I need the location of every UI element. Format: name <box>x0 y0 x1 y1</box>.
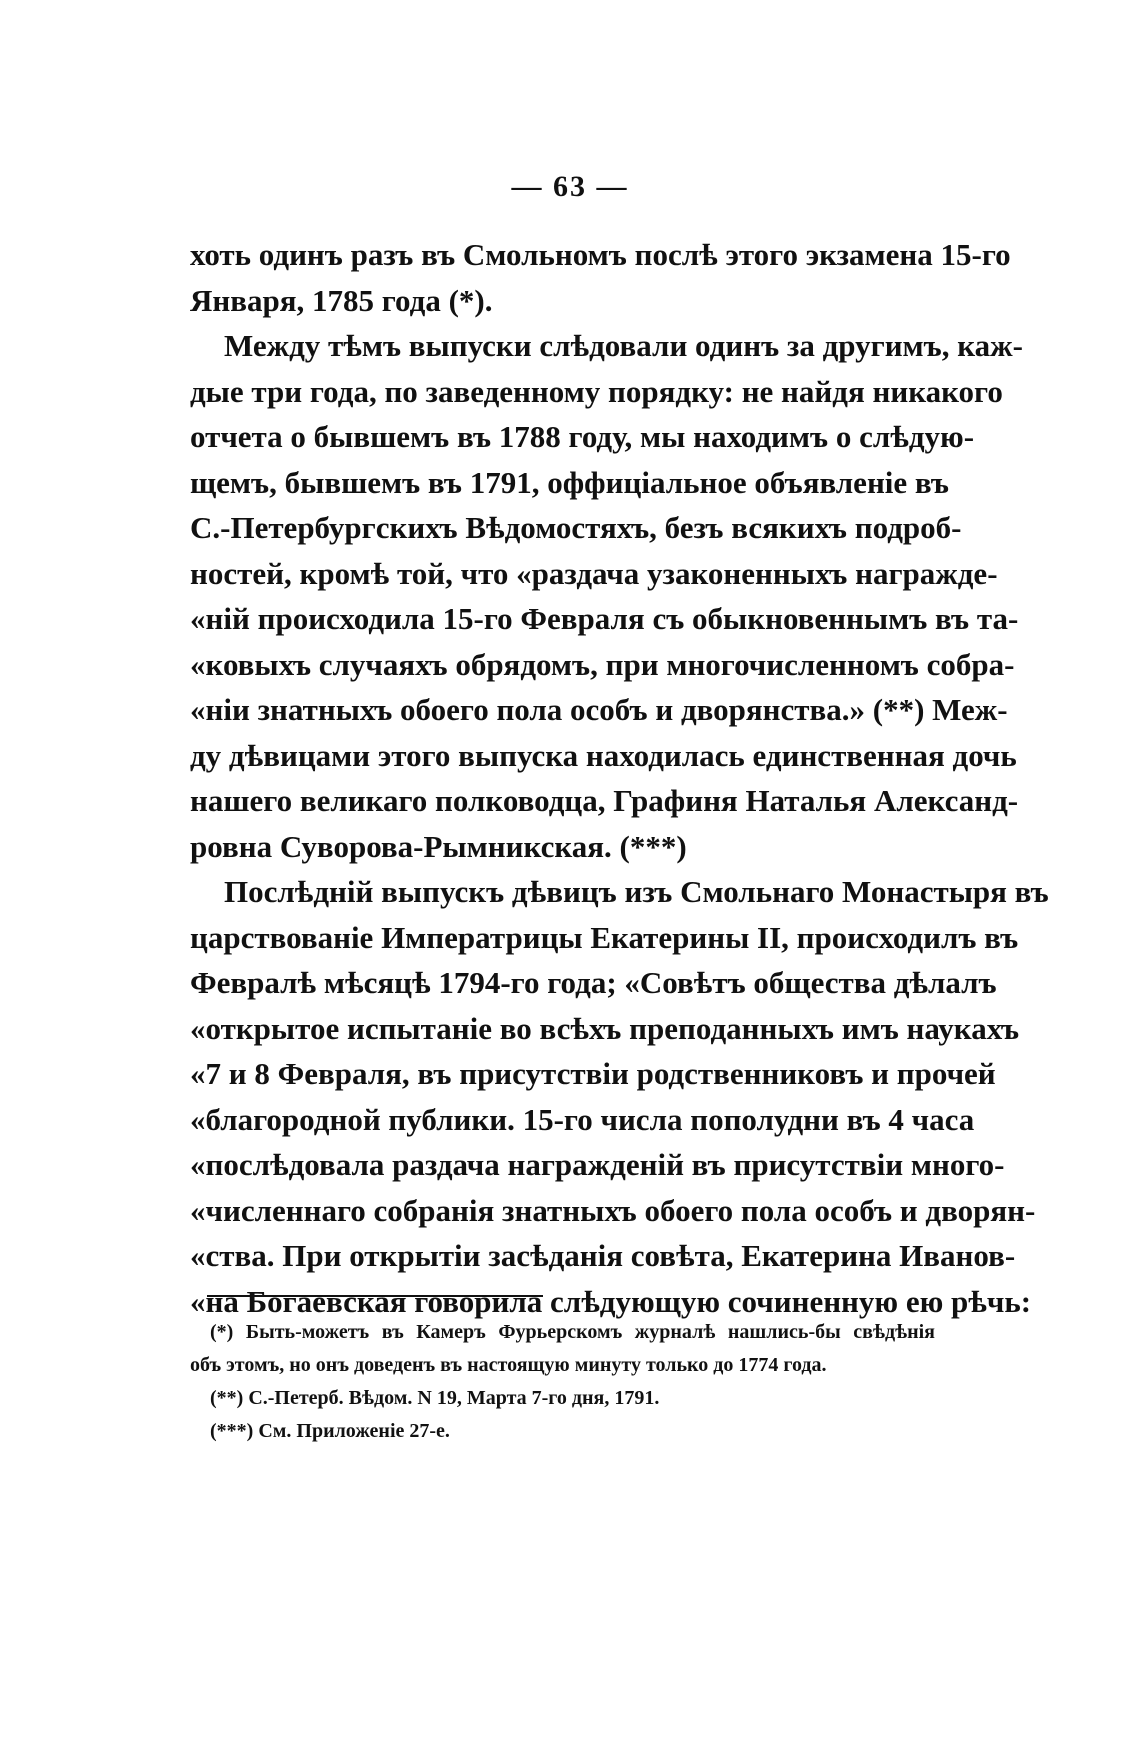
text-line: «послѣдовала раздача награжденій въ присутствіи много- <box>190 1147 1005 1182</box>
text-line: ностей, кромѣ той, что «раздача узаконенныхъ награжде- <box>190 555 998 591</box>
text-line: «7 и 8 Февраля, въ присутствіи родственниковъ и прочей <box>190 1056 996 1091</box>
text-line: «на Богаевская говорила слѣдующую сочиненную ею рѣчь: <box>190 1283 1032 1319</box>
footnotes <box>190 1316 935 1448</box>
page-number: — 63 — <box>511 170 629 203</box>
text-line: щемъ, бывшемъ въ 1791, оффиціальное объявленіе въ <box>190 464 949 500</box>
text-line: «ковыхъ случаяхъ обрядомъ, при многочисленномъ собра- <box>190 646 1015 682</box>
main-text <box>190 232 1049 1324</box>
text-line: ду дѣвицами этого выпуска находилась единственная дочь <box>190 737 1017 773</box>
text-line: Между тѣмъ выпуски слѣдовали одинъ за другимъ, каж- <box>224 328 1023 363</box>
text-line: Января, 1785 года (*). <box>190 282 493 318</box>
text-line: нашего великаго полководца, Графиня Наталья Александ- <box>190 783 1019 818</box>
footnote-line: (**) С.-Петерб. Вѣдом. N 19, Марта 7-го дня, 1791. <box>210 1387 660 1409</box>
text-line: С.-Петербургскихъ Вѣдомостяхъ, безъ всякихъ подроб- <box>190 510 962 545</box>
text-line: «ній происходила 15-го Февраля съ обыкновеннымъ въ та- <box>190 601 1019 636</box>
text-line: хоть одинъ разъ въ Смольномъ послѣ этого экзамена 15-го <box>190 237 1011 272</box>
text-line: «благородной публики. 15-го числа пополудни въ 4 часа <box>190 1101 975 1137</box>
footnote-line: (***) См. Приложеніе 27-е. <box>210 1420 450 1442</box>
text-line: Послѣдній выпускъ дѣвицъ изъ Смольнаго Монастыря въ <box>224 874 1049 909</box>
text-line: отчета о бывшемъ въ 1788 году, мы находимъ о слѣдую- <box>190 419 975 454</box>
footnote-line: (*) Быть-можетъ въ Камеръ Фурьерскомъ журналѣ нашлись-бы свѣдѣнія <box>210 1321 935 1343</box>
text-line: царствованіе Императрицы Екатерины II, происходилъ въ <box>190 919 1019 955</box>
text-line: «ніи знатныхъ обоего пола особъ и дворянства.» (**) Меж- <box>190 692 1008 727</box>
text-line: «ства. При открытіи засѣданія совѣта, Екатерина Иванов- <box>190 1238 1016 1273</box>
footnote-line: объ этомъ, но онъ доведенъ въ настоящую минуту только до 1774 года. <box>190 1354 827 1376</box>
text-line: «открытое испытаніе во всѣхъ преподанныхъ имъ наукахъ <box>190 1010 1020 1046</box>
text-line: Февралѣ мѣсяцѣ 1794-го года; «Совѣтъ общества дѣлалъ <box>190 965 997 1000</box>
text-line: «численнаго собранія знатныхъ обоего пола особъ и дворян- <box>190 1192 1036 1228</box>
text-line: дые три года, по заведенному порядку: не найдя никакого <box>190 373 1003 409</box>
text-line: ровна Суворова-Рымникская. (***) <box>190 828 687 864</box>
footnote-divider <box>207 1295 543 1297</box>
